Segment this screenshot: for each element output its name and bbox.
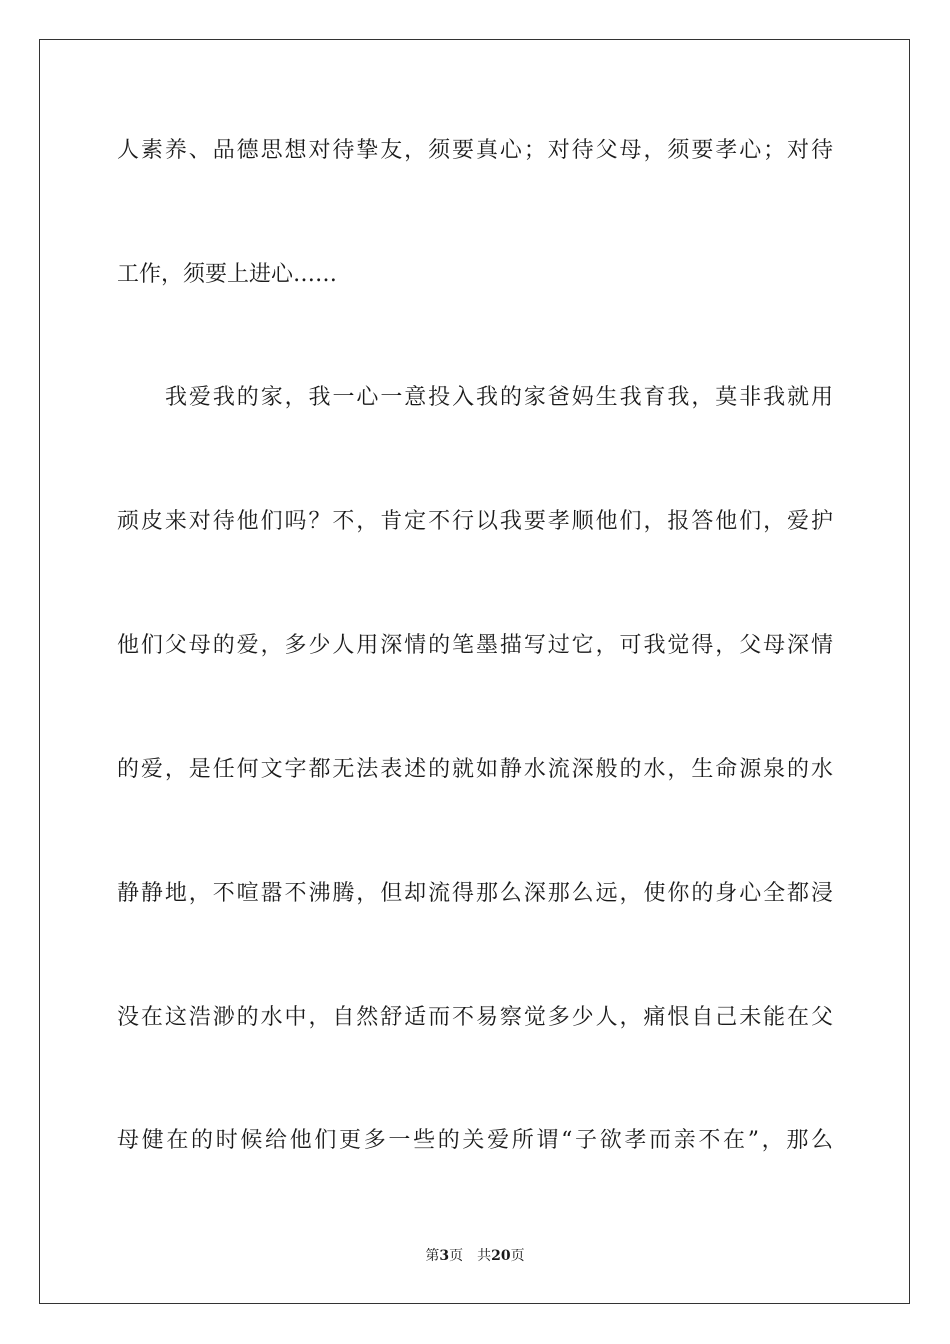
- body-text-line-7: 静静地，不喧嚣不沸腾，但却流得那么深那么远，使你的身心全都浸: [117, 881, 833, 906]
- page-border: [39, 39, 910, 1304]
- body-text-line-4: 顽皮来对待他们吗？不，肯定不行以我要孝顺他们，报答他们，爱护: [117, 509, 833, 534]
- body-text-line-1: 人素养、品德思想对待挚友，须要真心；对待父母，须要孝心；对待: [117, 138, 833, 163]
- body-text-line-2: 工作，须要上进心……: [117, 262, 338, 287]
- footer-total-pages: 20: [491, 1248, 511, 1264]
- body-text-line-8: 没在这浩渺的水中，自然舒适而不易察觉多少人，痛恨自己未能在父: [117, 1005, 833, 1030]
- body-text-line-5: 他们父母的爱，多少人用深情的笔墨描写过它，可我觉得，父母深情: [117, 633, 833, 658]
- body-text-line-3: 我爱我的家，我一心一意投入我的家爸妈生我育我，莫非我就用: [165, 385, 833, 410]
- body-text-line-9: 母健在的时候给他们更多一些的关爱所谓“子欲孝而亲不在”，那么: [117, 1128, 833, 1153]
- body-text-line-6: 的爱，是任何文字都无法表述的就如静水流深般的水，生命源泉的水: [117, 757, 833, 782]
- footer-page-number: 3: [439, 1248, 450, 1264]
- footer-page-suffix: 页: [449, 1248, 464, 1264]
- page-footer: [0, 1246, 950, 1266]
- footer-total-prefix: 共: [477, 1248, 492, 1264]
- footer-total-suffix: 页: [510, 1248, 525, 1264]
- footer-page-prefix: 第: [425, 1248, 440, 1264]
